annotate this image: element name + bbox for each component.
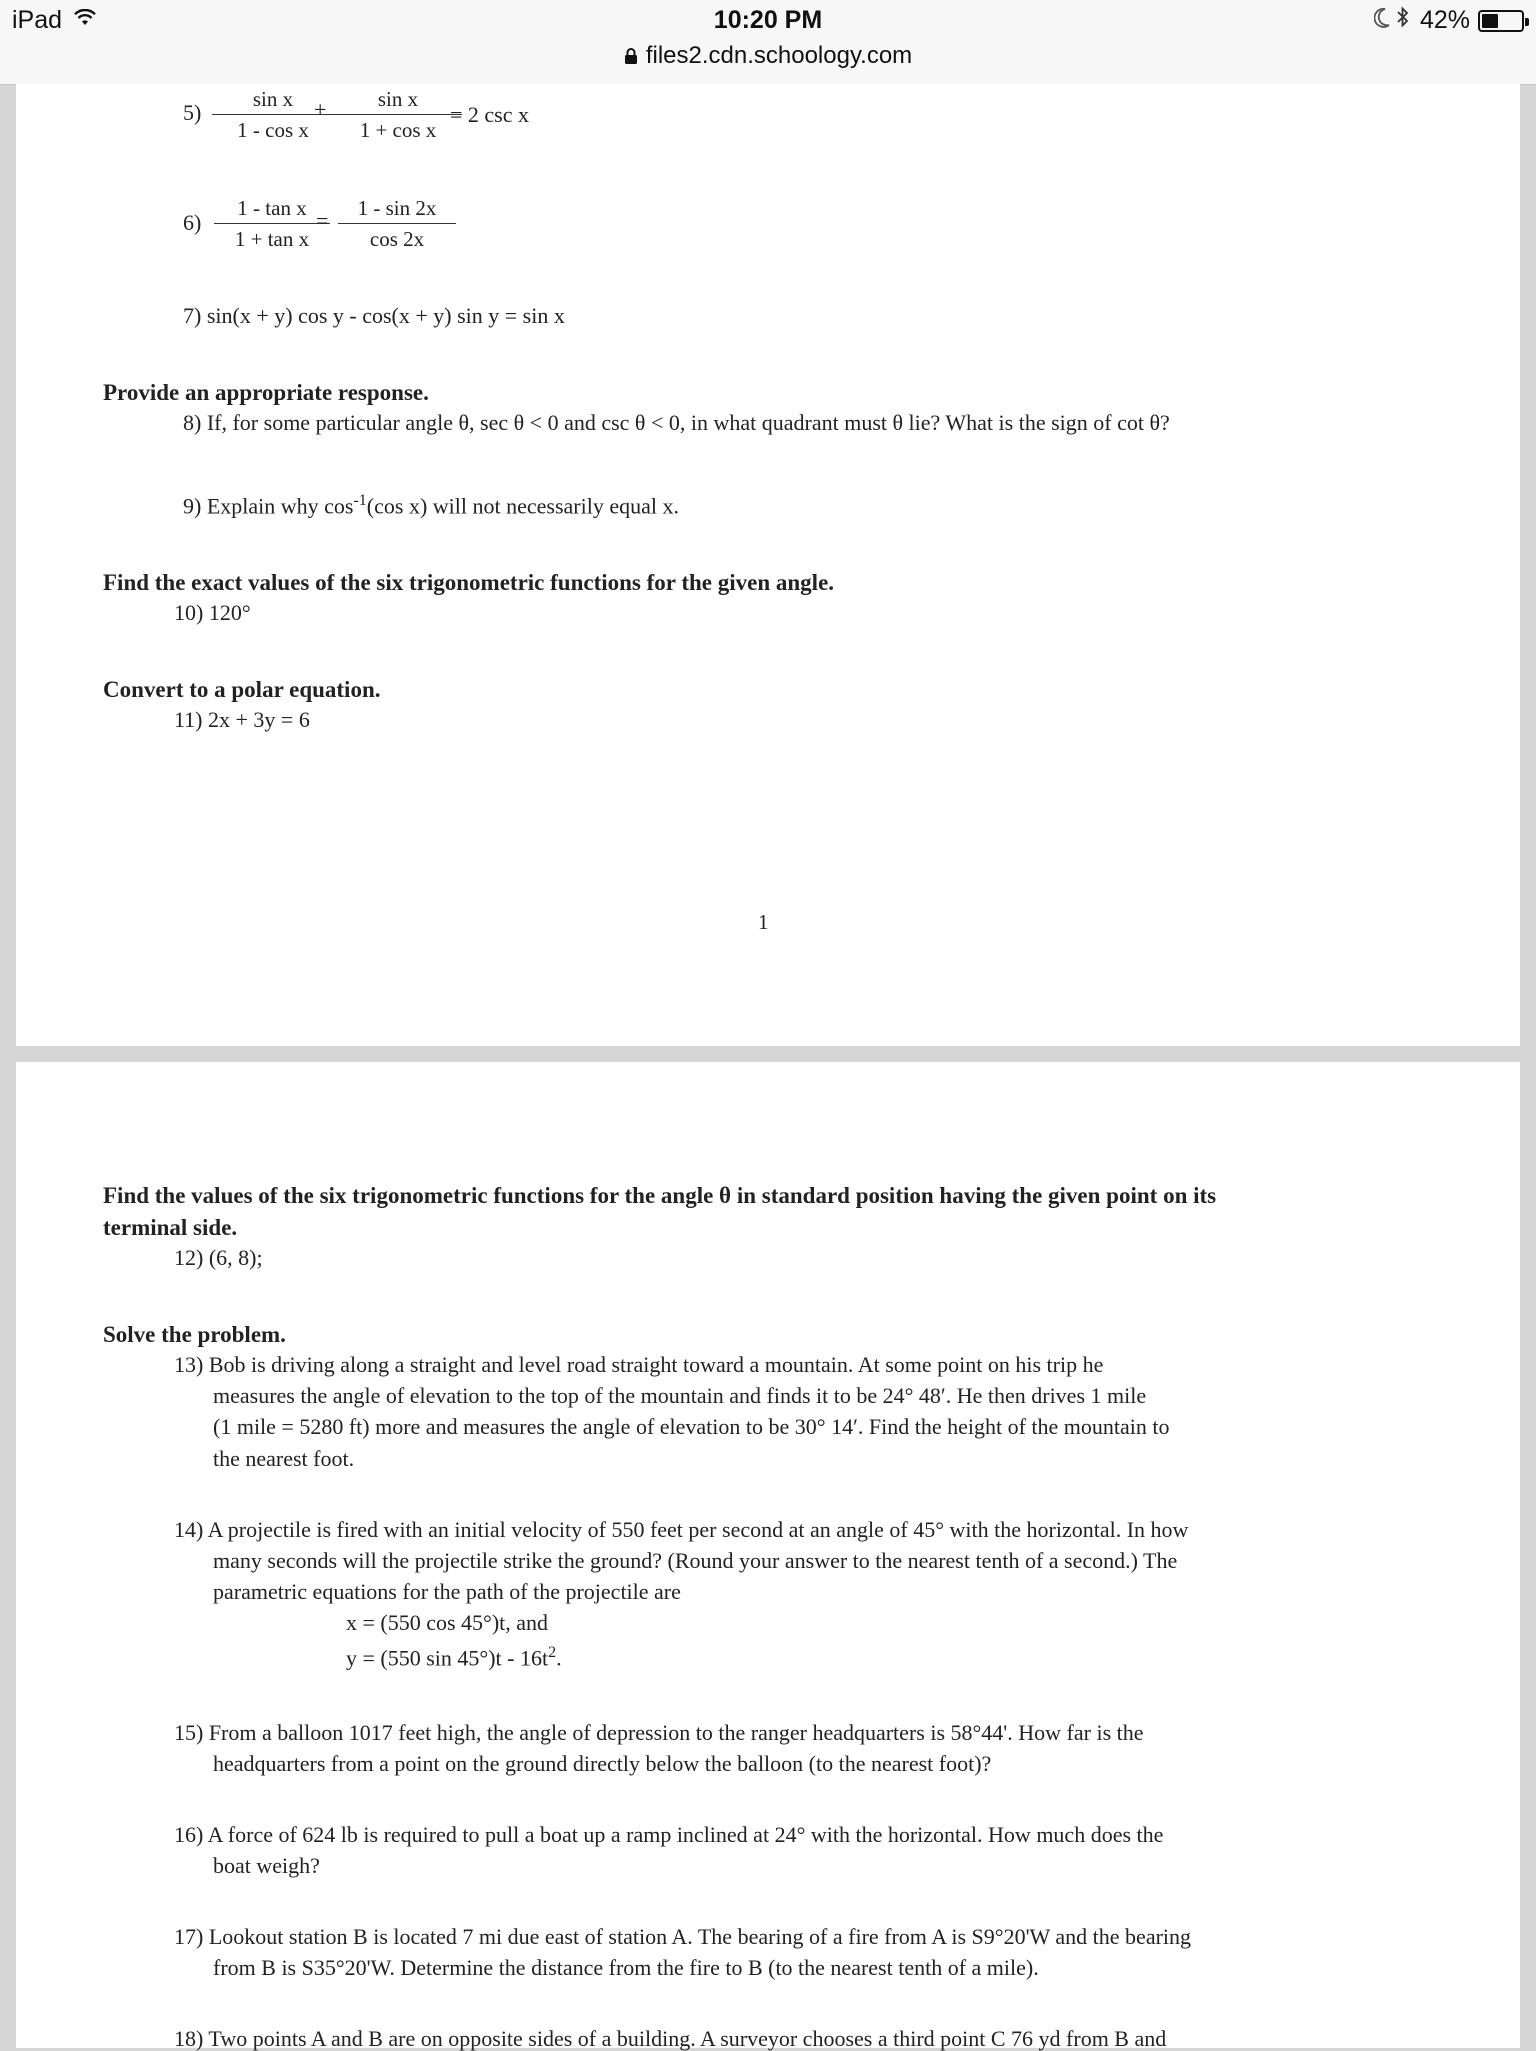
q8-text: 8) If, for some particular angle θ, sec θ < 0 and csc θ < 0, in what quadrant must θ lie? What is the sign of cot θ? <box>183 410 1170 435</box>
document-page-2 <box>16 1062 1520 2051</box>
q6-frac1-numerator: 1 - tan x <box>214 198 330 224</box>
q6-frac1-denominator: 1 + tan x <box>234 227 310 251</box>
section-heading-solve: Solve the problem. <box>103 1322 286 1347</box>
q16-line-2: boat weigh? <box>213 1853 320 1878</box>
q11-text: 11) 2x + 3y = 6 <box>174 707 310 732</box>
q5-rhs: = 2 csc x <box>450 102 529 127</box>
q14-line-3: parametric equations for the path of the projectile are <box>213 1579 681 1604</box>
q14-line-2: many seconds will the projectile strike the ground? (Round your answer to the nearest tenth of a second.) The <box>213 1548 1178 1573</box>
q9-superscript: -1 <box>353 492 367 509</box>
q5-plus: + <box>314 97 327 122</box>
q5-frac2-denominator: 1 + cos x <box>359 118 437 142</box>
q6-equals: = <box>316 208 329 233</box>
q14-eq-y-superscript: 2 <box>548 1644 557 1661</box>
q13-line-4: the nearest foot. <box>213 1446 355 1471</box>
battery-level-fill <box>1482 14 1498 28</box>
url-text: files2.cdn.schoology.com <box>645 42 913 69</box>
battery-percent: 42% <box>1419 6 1470 34</box>
battery-icon <box>1478 10 1524 32</box>
battery-tip <box>1525 18 1529 26</box>
q14-equation-y <box>346 1645 562 1669</box>
address-bar[interactable] <box>0 42 1536 72</box>
page-number: 1 <box>758 910 769 934</box>
document-page-1 <box>16 84 1520 1046</box>
device-name: iPad <box>12 6 63 34</box>
q13-line-3: (1 mile = 5280 ft) more and measures the angle of elevation to be 30° 14′. Find the height of the mountain to <box>213 1414 1170 1439</box>
bluetooth-icon <box>1396 6 1410 35</box>
q5-number: 5) <box>183 100 202 125</box>
q5-frac2-numerator: sin x <box>334 89 462 115</box>
section-heading-point-terminal-side-line1: Find the values of the six trigonometric functions for the angle θ in standard position having the given point on its <box>103 1183 1217 1208</box>
q9-part-b: (cos x) will not necessarily equal x. <box>366 493 679 519</box>
q6-number: 6) <box>183 210 202 235</box>
section-heading-exact-values: Find the exact values of the six trigonometric functions for the given angle. <box>103 570 835 595</box>
q7-text: 7) sin(x + y) cos y - cos(x + y) sin y = sin x <box>183 303 565 328</box>
q14-line-1: 14) A projectile is fired with an initial velocity of 550 feet per second at an angle of 45° with the horizontal. In how <box>174 1517 1189 1542</box>
q14-eq-y-part-a: y = (550 sin 45°)t - 16t <box>346 1645 549 1671</box>
q12-text: 12) (6, 8); <box>174 1245 263 1270</box>
lock-icon <box>624 44 638 72</box>
q9-text <box>183 493 679 517</box>
status-indicators <box>1374 6 1524 35</box>
q15-line-1: 15) From a balloon 1017 feet high, the angle of depression to the ranger headquarters is 58°44'. How far is the <box>174 1720 1144 1745</box>
q6-frac2-numerator: 1 - sin 2x <box>338 198 456 224</box>
clock: 10:20 PM <box>713 6 823 34</box>
do-not-disturb-moon-icon <box>1374 6 1390 35</box>
q5-frac1-numerator: sin x <box>212 89 334 115</box>
q10-text: 10) 120° <box>174 600 251 625</box>
q13-line-2: measures the angle of elevation to the top of the mountain and finds it to be 24° 48′. He then drives 1 mile <box>213 1383 1147 1408</box>
q5-frac1-denominator: 1 - cos x <box>237 118 309 142</box>
q14-eq-y-part-b: . <box>556 1645 562 1671</box>
q6-fraction-1 <box>214 198 330 250</box>
status-bar <box>0 0 1536 85</box>
q17-line-2: from B is S35°20'W. Determine the distance from the fire to B (to the nearest tenth of a mile). <box>213 1955 1039 1980</box>
section-heading-polar: Convert to a polar equation. <box>103 677 381 702</box>
q6-frac2-denominator: cos 2x <box>369 227 425 251</box>
q5-fraction-2 <box>334 89 462 141</box>
q18-line-1: 18) Two points A and B are on opposite sides of a building. A surveyor chooses a third point C 76 yd from B and <box>174 2026 1167 2051</box>
q13-line-1: 13) Bob is driving along a straight and level road straight toward a mountain. At some point on his trip he <box>174 1352 1104 1377</box>
q16-line-1: 16) A force of 624 lb is required to pull a boat up a ramp inclined at 24° with the horizontal. How much does the <box>174 1822 1164 1847</box>
q17-line-1: 17) Lookout station B is located 7 mi due east of station A. The bearing of a fire from A is S9°20'W and the bearing <box>174 1924 1192 1949</box>
q6-fraction-2 <box>338 198 456 250</box>
q9-part-a: 9) Explain why cos <box>183 493 354 519</box>
q14-equation-x: x = (550 cos 45°)t, and <box>346 1610 549 1635</box>
q15-line-2: headquarters from a point on the ground directly below the balloon (to the nearest foot)? <box>213 1751 992 1776</box>
section-heading-point-terminal-side-line2: terminal side. <box>103 1215 238 1240</box>
section-heading-appropriate-response: Provide an appropriate response. <box>103 380 429 405</box>
